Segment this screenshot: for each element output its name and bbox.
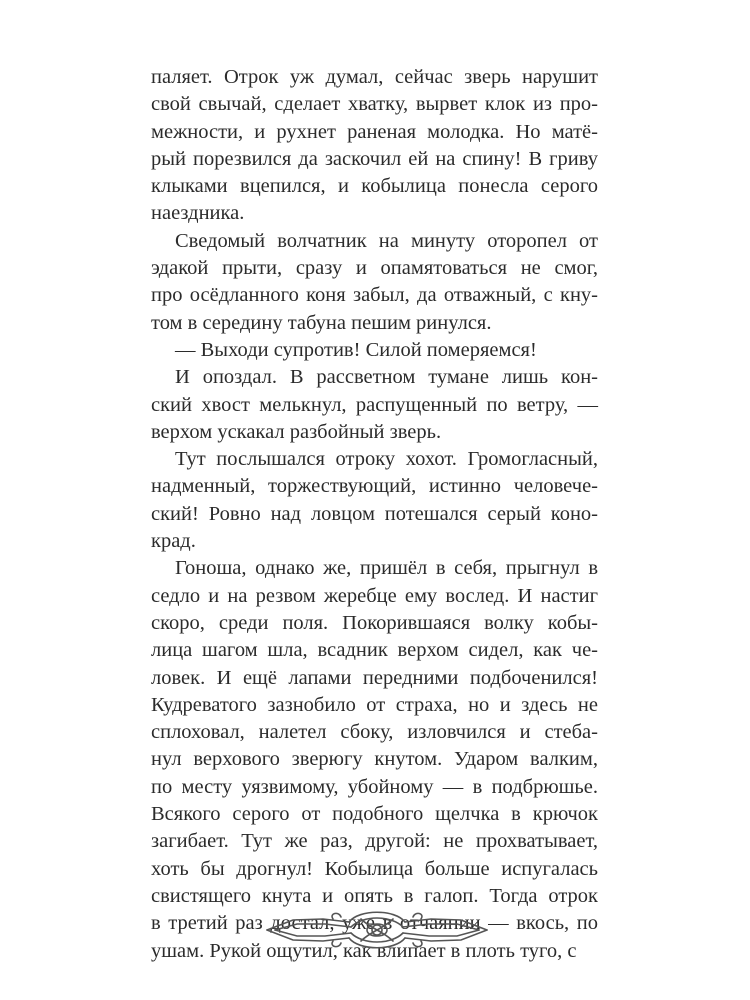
text-line: — Выходи супротив! Силой померяемся! [175, 338, 537, 361]
text-line: в третий раз достал, уже в отчаянии — вкось, по [151, 912, 598, 935]
text-line: лица шагом шла, всадник верхом сидел, как че- [151, 639, 598, 662]
text-line: эдакой прыти, сразу и опамятоваться не смог, [151, 257, 598, 280]
text-block [151, 64, 598, 965]
text-line: про осёдланного коня забыл, да отважный, с кну- [151, 284, 598, 307]
text-line: Гоноша, однако же, пришёл в себя, прыгнул в [175, 557, 598, 580]
text-line: хоть бы дрогнул! Кобылица больше испугалась [151, 857, 598, 880]
text-line: ский! Ровно над ловцом потешался серый коно- [151, 502, 598, 525]
text-line: Всякого серого от подобного щелчка в крючок [151, 803, 598, 826]
text-line: надменный, торжествующий, истинно человече- [151, 475, 598, 498]
text-line: свистящего кнута и опять в галоп. Тогда отрок [151, 884, 598, 907]
text-line: ушам. Рукой ощутил, как влипает в плоть туго, с [151, 939, 577, 962]
text-line: Сведомый волчатник на минуту оторопел от [175, 229, 598, 252]
text-line: том в середину табуна пешим ринулся. [151, 311, 492, 334]
text-line: нул верхового зверюгу кнутом. Ударом валким, [151, 748, 598, 771]
text-line: рый порезвился да заскочил ей на спину! В гриву [151, 147, 598, 170]
text-line: по месту уязвимому, убойному — в подбрюшье. [151, 775, 598, 798]
text-line: межности, и рухнет раненая молодка. Но матё- [151, 120, 598, 143]
text-line: скоро, среди поля. Покорившаяся волку кобы- [151, 611, 598, 634]
text-line: ловек. И ещё лапами передними подбоченился! [151, 666, 598, 689]
text-line: загибает. Тут же раз, другой: не прохватывает, [151, 830, 598, 853]
text-line: клыками вцепился, и кобылица понесла серого [151, 175, 598, 198]
text-line: сплоховал, налетел сбоку, изловчился и стеба- [151, 721, 598, 744]
text-line: седло и на резвом жеребце ему вослед. И настиг [151, 584, 598, 607]
text-line: свой свычай, сделает хватку, вырвет клок из про- [151, 93, 598, 116]
text-line: верхом ускакал разбойный зверь. [151, 420, 442, 443]
text-line: И опоздал. В рассветном тумане лишь кон- [175, 366, 598, 389]
text-line: Кудреватого зазнобило от страха, но и здесь не [151, 693, 598, 716]
celtic-knot-ornament-icon [263, 905, 491, 955]
text-line: ский хвост мелькнул, распущенный по ветру, — [151, 393, 598, 416]
text-line: крад. [151, 530, 196, 553]
text-line: Тут послышался отроку хохот. Громогласный, [175, 448, 598, 471]
text-line: наездника. [151, 202, 245, 225]
text-line: паляет. Отрок уж думал, сейчас зверь нарушит [151, 66, 598, 88]
